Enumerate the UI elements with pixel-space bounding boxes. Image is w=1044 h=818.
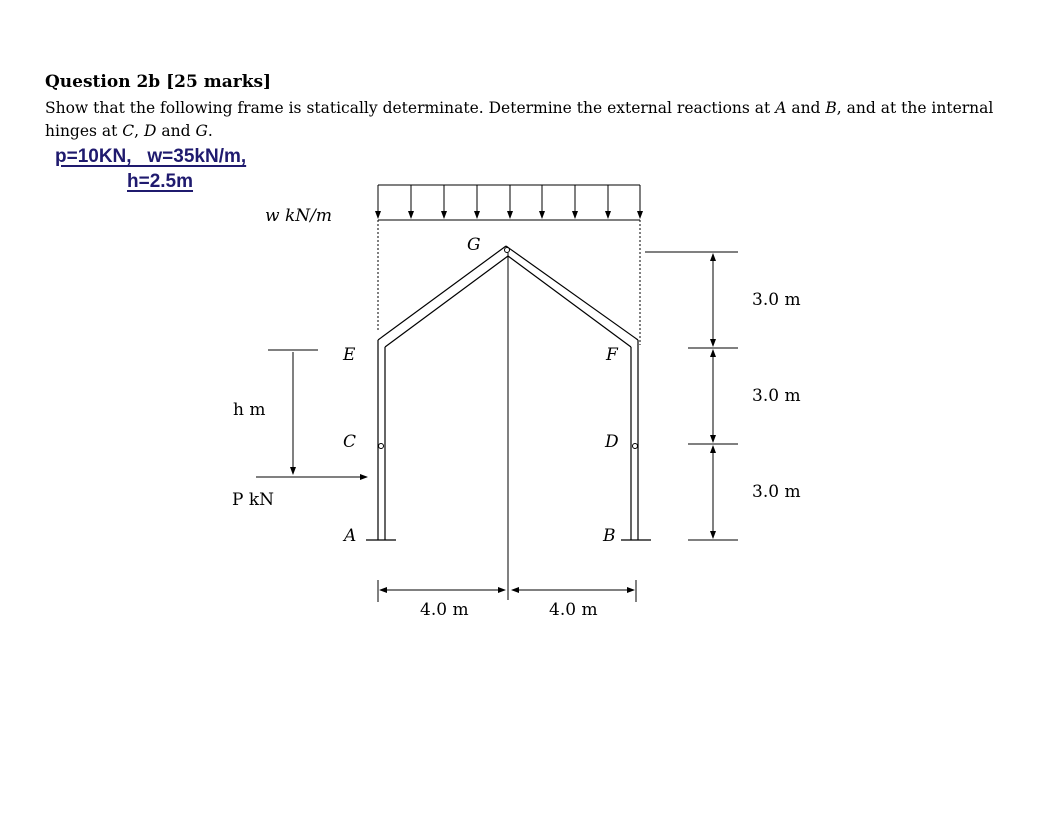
question-title: Question 2b [25 marks] [45, 72, 272, 92]
node-label-a: A [344, 526, 357, 546]
height-mid-label: 3.0 m [752, 386, 801, 406]
node-label-f: F [606, 345, 618, 365]
question-text-period: . [207, 122, 213, 140]
node-label-d: D [605, 432, 619, 452]
hinge-c [379, 444, 384, 449]
question-text-comma: , [134, 122, 145, 140]
ref-b: B [825, 99, 837, 117]
node-label-g: G [467, 235, 481, 255]
handwritten-values-line1: p=10KN, w=35kN/m, [55, 146, 247, 167]
question-text-and2: and [156, 122, 196, 140]
span-left-label: 4.0 m [420, 600, 469, 620]
node-label-c: C [343, 432, 357, 452]
h-dimension [268, 350, 318, 474]
ref-a: A [775, 99, 787, 117]
p-label: P kN [232, 490, 275, 510]
height-bottom-label: 3.0 m [752, 482, 801, 502]
hinge-d [633, 444, 638, 449]
question-text-part1: Show that the following frame is statically determinate. Determine the external reactions at [45, 99, 776, 117]
node-label-b: B [603, 526, 616, 546]
node-label-e: E [343, 345, 356, 365]
distributed-load [378, 185, 640, 345]
ref-d: D [144, 122, 157, 140]
span-right-label: 4.0 m [549, 600, 598, 620]
frame [378, 246, 638, 600]
ref-g: G [195, 122, 208, 140]
load-label: w kN/m [265, 206, 332, 226]
hinge-g [505, 248, 510, 253]
question-text-part2: , and at the internal hinges at [45, 99, 994, 140]
h-label: h m [233, 400, 266, 420]
handwritten-values-line2: h=2.5m [127, 171, 194, 192]
question-text-and1: and [786, 99, 826, 117]
span-dimension [378, 580, 636, 602]
ref-c: C [122, 122, 135, 140]
height-top-label: 3.0 m [752, 290, 801, 310]
height-dimension [645, 252, 738, 540]
